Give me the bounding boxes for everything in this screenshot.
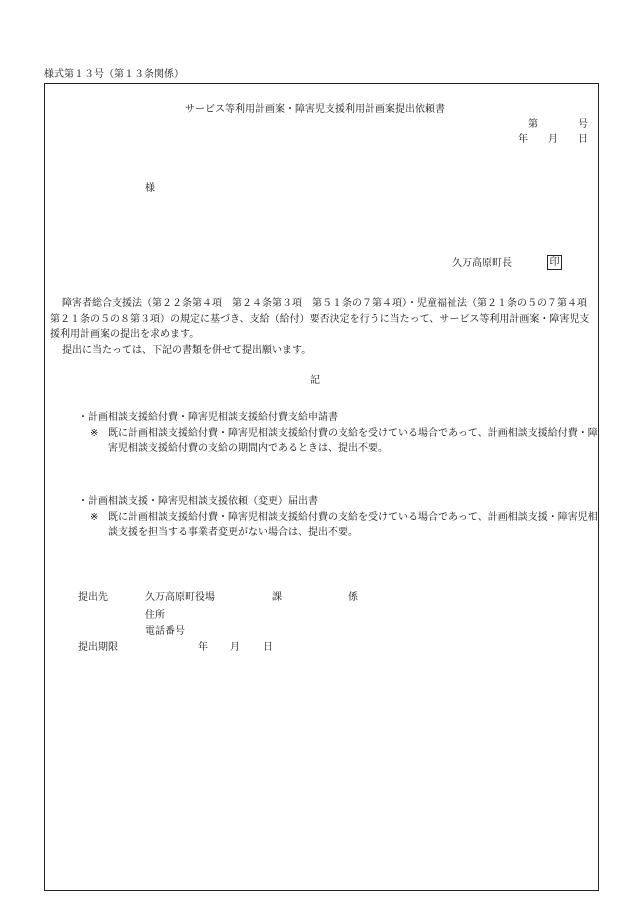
item-note: [90, 510, 598, 541]
list-item: [78, 410, 598, 457]
deadline-label: 提出期限: [78, 642, 118, 653]
ki-heading: 記: [310, 375, 320, 386]
document-date: [518, 134, 588, 146]
document-title: サービス等利用計画案・障害児支援利用計画案提出依頼書: [185, 104, 445, 115]
note-mark: ※: [90, 427, 99, 439]
request-paragraph: 障害者総合支援法（第２２条第４項 第２４条第３項 第５１条の７第４項）・児童福祉法（第２１条の５の７第４項 第２１条の５の８第３項）の規定に基づき、支給（給付）要否決定を行うに当たって、サービス等利用計画案・障害児支援利用計画案の提出を求めます。: [50, 298, 597, 340]
deadline-year: 年: [198, 642, 208, 653]
destination-section: 課: [272, 592, 282, 603]
date-month: 月: [548, 134, 558, 145]
request-paragraph-2: 提出に当たっては、下記の書類を併せて提出願います。: [62, 344, 312, 356]
list-item: [78, 494, 598, 541]
note-text: 既に計画相談支援給付費・障害児相談支援給付費の支給を受けている場合であって、計画相談支援給付費・障害児相談支援給付費の支給の期間内であるときは、提出不要。: [108, 427, 598, 454]
note-text: 既に計画相談支援給付費・障害児相談支援給付費の支給を受けている場合であって、計画相談支援・障害児相談支援を担当する事業者変更がない場合は、提出不要。: [108, 511, 598, 538]
item-heading: ・計画相談支援・障害児相談支援依頼（変更）届出書: [78, 496, 318, 507]
note-mark: ※: [90, 511, 99, 523]
document-number: [528, 119, 588, 131]
date-year: 年: [518, 134, 528, 145]
seal-mark: 印: [547, 255, 562, 270]
number-suffix: 号: [578, 119, 588, 130]
deadline-day: 日: [263, 642, 273, 653]
item-heading: ・計画相談支援給付費・障害児相談支援給付費支給申請書: [78, 412, 338, 423]
sender-name: 久万高原町長: [452, 258, 512, 269]
phone-label: 電話番号: [145, 626, 185, 637]
destination-staff: 係: [348, 592, 358, 603]
destination-office: 久万高原町役場: [145, 592, 215, 603]
item-note: [90, 426, 598, 457]
deadline-month: 月: [230, 642, 240, 653]
destination-label: 提出先: [78, 592, 108, 603]
date-day: 日: [578, 134, 588, 145]
addressee-suffix: 様: [145, 183, 155, 194]
number-prefix: 第: [528, 119, 538, 130]
form-number-label: 様式第１３号（第１３条関係）: [44, 69, 184, 80]
address-label: 住所: [145, 610, 165, 621]
document-frame: [44, 83, 599, 891]
request-body: [50, 296, 597, 358]
